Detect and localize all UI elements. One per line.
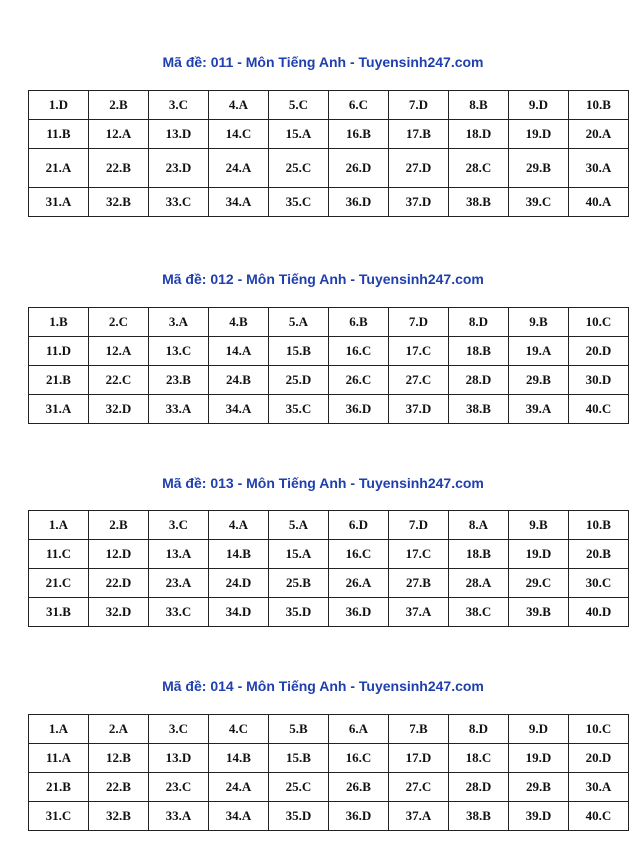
answer-cell: 30.A	[569, 773, 629, 802]
answer-cell: 31.A	[29, 188, 89, 217]
answer-cell: 25.D	[269, 366, 329, 395]
answer-cell: 31.C	[29, 802, 89, 831]
answer-cell: 13.D	[149, 744, 209, 773]
answer-cell: 8.B	[449, 91, 509, 120]
answer-cell: 20.D	[569, 337, 629, 366]
section-title: Mã đề: 011 - Môn Tiếng Anh - Tuyensinh247.com	[162, 54, 484, 70]
answer-cell: 35.D	[269, 598, 329, 627]
answer-cell: 40.D	[569, 598, 629, 627]
answer-cell: 29.C	[509, 569, 569, 598]
answer-cell: 38.C	[449, 598, 509, 627]
table-row	[29, 540, 629, 569]
answer-cell: 26.B	[329, 773, 389, 802]
answer-cell: 37.D	[389, 395, 449, 424]
answer-cell: 16.C	[329, 744, 389, 773]
answer-cell: 40.C	[569, 802, 629, 831]
answer-cell: 30.C	[569, 569, 629, 598]
answer-cell: 16.C	[329, 540, 389, 569]
answer-cell: 17.B	[389, 120, 449, 149]
answer-cell: 24.D	[209, 569, 269, 598]
table-row	[29, 395, 629, 424]
answer-cell: 7.B	[389, 715, 449, 744]
answer-cell: 38.B	[449, 395, 509, 424]
answer-cell: 11.D	[29, 337, 89, 366]
answer-cell: 8.A	[449, 511, 509, 540]
answer-cell: 24.B	[209, 366, 269, 395]
answer-cell: 37.A	[389, 598, 449, 627]
answer-cell: 39.B	[509, 598, 569, 627]
answer-cell: 8.D	[449, 715, 509, 744]
answer-cell: 37.A	[389, 802, 449, 831]
answer-cell: 36.D	[329, 188, 389, 217]
answer-cell: 28.A	[449, 569, 509, 598]
answer-cell: 21.B	[29, 366, 89, 395]
answer-cell: 34.A	[209, 802, 269, 831]
answer-cell: 1.A	[29, 715, 89, 744]
answer-cell: 10.B	[569, 91, 629, 120]
table-row	[29, 188, 629, 217]
answer-cell: 34.A	[209, 188, 269, 217]
answer-cell: 19.D	[509, 540, 569, 569]
answer-cell: 32.D	[89, 395, 149, 424]
answer-cell: 32.B	[89, 802, 149, 831]
answer-cell: 17.C	[389, 337, 449, 366]
answer-cell: 13.A	[149, 540, 209, 569]
answer-cell: 14.B	[209, 744, 269, 773]
answer-cell: 17.C	[389, 540, 449, 569]
answer-cell: 31.B	[29, 598, 89, 627]
answer-cell: 2.A	[89, 715, 149, 744]
table-row	[29, 120, 629, 149]
answer-cell: 29.B	[509, 366, 569, 395]
answer-cell: 26.C	[329, 366, 389, 395]
answer-cell: 19.D	[509, 744, 569, 773]
answer-cell: 6.B	[329, 308, 389, 337]
answer-cell: 20.A	[569, 120, 629, 149]
answer-cell: 4.C	[209, 715, 269, 744]
answer-cell: 7.D	[389, 91, 449, 120]
answer-cell: 6.A	[329, 715, 389, 744]
answer-cell: 39.C	[509, 188, 569, 217]
answer-cell: 25.C	[269, 149, 329, 188]
answer-cell: 10.C	[569, 715, 629, 744]
answer-cell: 32.B	[89, 188, 149, 217]
answer-cell: 3.A	[149, 308, 209, 337]
answer-cell: 8.D	[449, 308, 509, 337]
answer-cell: 23.B	[149, 366, 209, 395]
answer-table	[28, 90, 629, 217]
answer-cell: 16.B	[329, 120, 389, 149]
answer-cell: 15.B	[269, 337, 329, 366]
section-title: Mã đề: 014 - Môn Tiếng Anh - Tuyensinh247.com	[162, 678, 484, 694]
answer-table	[28, 307, 629, 424]
answer-cell: 11.B	[29, 120, 89, 149]
answer-cell: 18.C	[449, 744, 509, 773]
table-row	[29, 744, 629, 773]
answer-cell: 11.A	[29, 744, 89, 773]
answer-cell: 2.B	[89, 91, 149, 120]
answer-cell: 17.D	[389, 744, 449, 773]
section-title: Mã đề: 013 - Môn Tiếng Anh - Tuyensinh247.com	[162, 475, 484, 491]
answer-table	[28, 714, 629, 831]
answer-cell: 28.C	[449, 149, 509, 188]
answer-cell: 7.D	[389, 308, 449, 337]
answer-cell: 9.B	[509, 511, 569, 540]
answer-cell: 24.A	[209, 773, 269, 802]
answer-cell: 25.B	[269, 569, 329, 598]
answer-cell: 36.D	[329, 395, 389, 424]
answer-cell: 23.A	[149, 569, 209, 598]
answer-cell: 22.D	[89, 569, 149, 598]
answer-cell: 40.C	[569, 395, 629, 424]
answer-cell: 22.B	[89, 773, 149, 802]
answer-cell: 3.C	[149, 715, 209, 744]
answer-cell: 12.D	[89, 540, 149, 569]
table-row	[29, 569, 629, 598]
answer-cell: 20.B	[569, 540, 629, 569]
answer-cell: 19.A	[509, 337, 569, 366]
answer-cell: 39.D	[509, 802, 569, 831]
answer-cell: 3.C	[149, 91, 209, 120]
answer-cell: 3.C	[149, 511, 209, 540]
answer-cell: 21.A	[29, 149, 89, 188]
answer-cell: 29.B	[509, 149, 569, 188]
answer-cell: 15.B	[269, 744, 329, 773]
answer-cell: 19.D	[509, 120, 569, 149]
answer-cell: 18.D	[449, 120, 509, 149]
answer-cell: 13.C	[149, 337, 209, 366]
answer-cell: 18.B	[449, 337, 509, 366]
answer-cell: 29.B	[509, 773, 569, 802]
answer-cell: 30.A	[569, 149, 629, 188]
answer-cell: 10.C	[569, 308, 629, 337]
answer-cell: 34.A	[209, 395, 269, 424]
answer-cell: 14.A	[209, 337, 269, 366]
answer-cell: 37.D	[389, 188, 449, 217]
answer-cell: 23.C	[149, 773, 209, 802]
table-row	[29, 337, 629, 366]
answer-cell: 4.B	[209, 308, 269, 337]
answer-cell: 5.A	[269, 511, 329, 540]
answer-cell: 34.D	[209, 598, 269, 627]
answer-cell: 12.A	[89, 120, 149, 149]
answer-cell: 24.A	[209, 149, 269, 188]
answer-cell: 39.A	[509, 395, 569, 424]
answer-cell: 35.C	[269, 188, 329, 217]
answer-cell: 35.C	[269, 395, 329, 424]
table-row	[29, 308, 629, 337]
answer-cell: 16.C	[329, 337, 389, 366]
answer-cell: 36.D	[329, 598, 389, 627]
answer-cell: 27.D	[389, 149, 449, 188]
answer-cell: 1.D	[29, 91, 89, 120]
answer-cell: 23.D	[149, 149, 209, 188]
table-row	[29, 149, 629, 188]
answer-cell: 28.D	[449, 366, 509, 395]
table-row	[29, 802, 629, 831]
answer-cell: 33.C	[149, 598, 209, 627]
answer-cell: 15.A	[269, 540, 329, 569]
answer-cell: 22.B	[89, 149, 149, 188]
section-title: Mã đề: 012 - Môn Tiếng Anh - Tuyensinh247.com	[162, 271, 484, 287]
answer-cell: 11.C	[29, 540, 89, 569]
answer-cell: 5.B	[269, 715, 329, 744]
answer-cell: 9.D	[509, 715, 569, 744]
answer-cell: 32.D	[89, 598, 149, 627]
answer-cell: 14.C	[209, 120, 269, 149]
answer-cell: 5.A	[269, 308, 329, 337]
answer-cell: 7.D	[389, 511, 449, 540]
answer-cell: 10.B	[569, 511, 629, 540]
answer-cell: 30.D	[569, 366, 629, 395]
answer-cell: 21.C	[29, 569, 89, 598]
answer-cell: 38.B	[449, 188, 509, 217]
answer-cell: 5.C	[269, 91, 329, 120]
answer-cell: 15.A	[269, 120, 329, 149]
answer-cell: 38.B	[449, 802, 509, 831]
answer-cell: 21.B	[29, 773, 89, 802]
answer-cell: 14.B	[209, 540, 269, 569]
answer-cell: 2.C	[89, 308, 149, 337]
answer-cell: 20.D	[569, 744, 629, 773]
answer-cell: 9.D	[509, 91, 569, 120]
answer-cell: 33.A	[149, 395, 209, 424]
answer-cell: 25.C	[269, 773, 329, 802]
answer-cell: 26.D	[329, 149, 389, 188]
answer-cell: 33.A	[149, 802, 209, 831]
table-row	[29, 598, 629, 627]
answer-cell: 1.B	[29, 308, 89, 337]
answer-cell: 27.C	[389, 773, 449, 802]
answer-cell: 36.D	[329, 802, 389, 831]
answer-cell: 12.B	[89, 744, 149, 773]
table-row	[29, 511, 629, 540]
answer-cell: 9.B	[509, 308, 569, 337]
answer-cell: 40.A	[569, 188, 629, 217]
answer-cell: 2.B	[89, 511, 149, 540]
answer-cell: 6.D	[329, 511, 389, 540]
answer-cell: 28.D	[449, 773, 509, 802]
answer-cell: 4.A	[209, 511, 269, 540]
answer-cell: 26.A	[329, 569, 389, 598]
answer-cell: 27.C	[389, 366, 449, 395]
answer-cell: 31.A	[29, 395, 89, 424]
answer-cell: 22.C	[89, 366, 149, 395]
answer-cell: 12.A	[89, 337, 149, 366]
answer-cell: 1.A	[29, 511, 89, 540]
answer-table	[28, 510, 629, 627]
answer-cell: 27.B	[389, 569, 449, 598]
answer-cell: 18.B	[449, 540, 509, 569]
table-row	[29, 91, 629, 120]
table-row	[29, 366, 629, 395]
answer-cell: 13.D	[149, 120, 209, 149]
answer-cell: 35.D	[269, 802, 329, 831]
answer-cell: 6.C	[329, 91, 389, 120]
answer-cell: 33.C	[149, 188, 209, 217]
table-row	[29, 715, 629, 744]
answer-cell: 4.A	[209, 91, 269, 120]
table-row	[29, 773, 629, 802]
